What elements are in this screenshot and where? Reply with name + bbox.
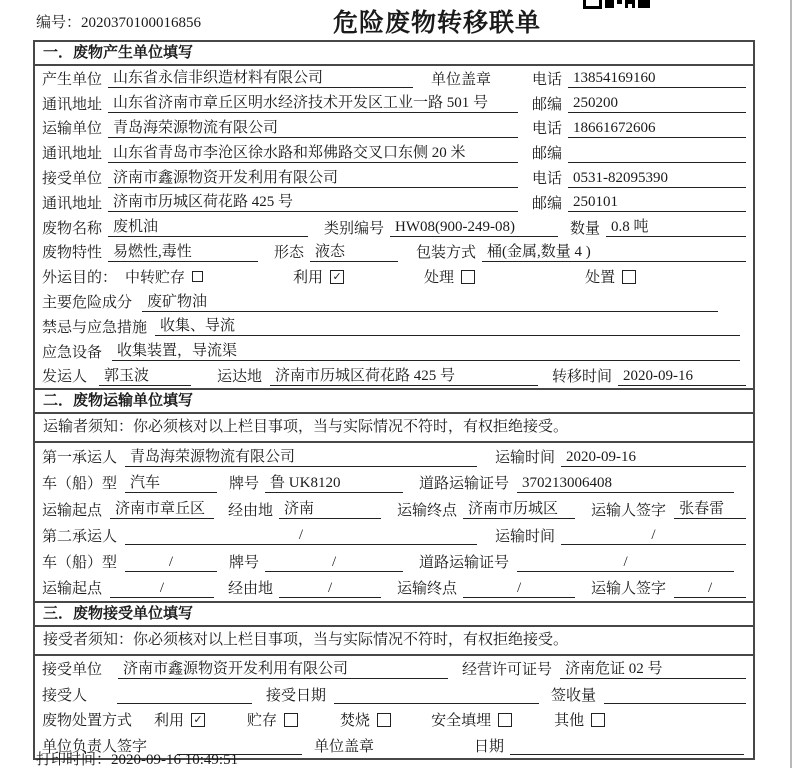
section-producer [35, 42, 753, 388]
waste-packing-label: 包装方式 [416, 245, 477, 262]
disposal-incinerate-checkbox [377, 713, 391, 727]
waste-form-label: 形态 [274, 245, 305, 262]
disposal-method-label: 废物处置方式 [42, 713, 133, 730]
transporter-address-row [35, 140, 753, 165]
accept-date-field [334, 684, 539, 704]
vehicle1-row [35, 470, 753, 496]
emergency-equipment-field: 收集装置，导流渠 [112, 341, 740, 361]
page-edge-line [790, 0, 792, 768]
emergency-measures-row [35, 314, 753, 339]
receiver-field: 济南市鑫源物资开发利用有限公司 [108, 168, 518, 188]
waste-name-row [35, 215, 753, 240]
date-label: 日期 [474, 738, 505, 755]
route1-row [35, 496, 753, 522]
producer-label: 产生单位 [42, 71, 103, 88]
disposal-landfill-checkbox [498, 713, 512, 727]
manifest-form [33, 40, 755, 760]
producer-field: 山东省永信非织造材料有限公司 [108, 68, 413, 88]
section1-header: 一．废物产生单位填写 [35, 42, 753, 66]
transporter-phone-label: 电话 [531, 121, 562, 138]
accept-person-label: 接受人 [42, 687, 88, 704]
producer-address-field: 山东省济南市章丘区明水经济技术开发区工业一路 501 号 [108, 93, 518, 113]
qr-block [605, 0, 614, 8]
accept-unit-row [35, 656, 753, 682]
via1-label: 经由地 [228, 502, 274, 519]
road-permit1-field: 370213006408 [517, 473, 734, 493]
emergency-measures-field: 收集、导流 [155, 316, 740, 336]
transporter-address-field: 山东省青岛市李沧区徐水路和郑佛路交叉口东侧 20 米 [108, 143, 518, 163]
receiver-row [35, 165, 753, 190]
road-permit2-field: / [517, 552, 734, 572]
transporter-label: 运输单位 [42, 121, 103, 138]
transfer-date-field: 2020-09-16 [618, 366, 746, 386]
waste-qty-field: 0.8 吨 [606, 217, 746, 237]
endpoint1-field: 济南市历城区 [463, 499, 575, 519]
print-time-value: 2020-09-16 10:49:51 [111, 752, 239, 768]
via2-field: / [279, 578, 381, 598]
disposal-other-label: 其他 [554, 713, 585, 730]
license-no-field: 济南危证 02 号 [560, 659, 746, 679]
transporter-phone-field: 18661672606 [568, 118, 746, 138]
transfer-date-label: 转移时间 [552, 369, 613, 386]
carrier1-label: 第一承运人 [42, 450, 118, 466]
print-time-label: 打印时间： [36, 752, 112, 768]
emergency-equipment-label: 应急设备 [42, 344, 103, 361]
qr-finder-corner [583, 0, 602, 9]
plate1-field: 鲁 UK8120 [265, 473, 403, 493]
receiver-phone-field: 0531-82095390 [568, 168, 746, 188]
transporter-row [35, 116, 753, 141]
print-time [36, 748, 238, 769]
hazard-component-label: 主要危险成分 [42, 295, 133, 312]
disposal-other-checkbox [591, 713, 605, 727]
transporter-zip-label: 邮编 [531, 146, 562, 163]
destination-label: 运达地 [217, 369, 263, 386]
date-field [510, 735, 744, 755]
disposal-store-checkbox [284, 713, 298, 727]
receiver-address-field: 济南市历城区荷花路 425 号 [108, 192, 518, 212]
purpose-transit-label: 中转贮存 [125, 270, 186, 287]
carrier1-field: 青岛海荣源物流有限公司 [125, 447, 477, 467]
carrier1-row [35, 443, 753, 469]
section2-header: 二．废物运输单位填写 [35, 388, 753, 414]
receiver-address-label: 通讯地址 [42, 195, 103, 212]
via1-field: 济南 [279, 499, 381, 519]
waste-qty-label: 数量 [570, 220, 601, 237]
disposal-store-label: 贮存 [247, 713, 278, 730]
producer-phone-field: 13854169160 [568, 68, 746, 88]
disposal-landfill-label: 安全填埋 [431, 713, 492, 730]
transporter-address-label: 通讯地址 [42, 146, 103, 163]
unit-seal-label: 单位盖章 [431, 71, 492, 88]
transport-time1-field: 2020-09-16 [561, 447, 746, 467]
waste-category-field: HW08(900-249-08) [390, 217, 558, 237]
transport-time2-field: / [561, 525, 746, 545]
vehicle-type2-label: 车（船）型 [42, 555, 118, 572]
waste-character-row [35, 240, 753, 265]
doc-number [36, 11, 201, 32]
transporter-field: 青岛海荣源物流有限公司 [108, 118, 518, 138]
transporter-zip-field [568, 143, 746, 163]
waste-name-label: 废物名称 [42, 220, 103, 237]
doc-number-value: 2020370100016856 [81, 15, 202, 31]
purpose-utilize-checkbox: ✓ [330, 270, 344, 284]
waste-character-label: 废物特性 [42, 245, 103, 262]
plate2-label: 牌号 [229, 555, 260, 572]
shipper-row [35, 364, 753, 389]
carrier2-field: / [125, 525, 477, 545]
qr-block [638, 0, 650, 8]
responsible-sign-label: 单位负责人签字 [42, 738, 148, 755]
transporter-note: 运输者须知：你必须核对以上栏目事项，当与实际情况不符时，有权拒绝接受。 [35, 414, 753, 443]
road-permit1-label: 道路运输证号 [419, 476, 510, 493]
origin2-label: 运输起点 [42, 581, 103, 598]
vehicle2-row [35, 549, 753, 575]
producer-address-row [35, 91, 753, 116]
vehicle-type2-field: / [125, 552, 217, 572]
accept-unit-label: 接受单位 [42, 662, 103, 679]
carrier-sign2-field: / [674, 578, 746, 598]
endpoint1-label: 运输终点 [397, 502, 458, 519]
page-title: 危险废物转移联单 [333, 10, 542, 37]
accept-unit-field: 济南市鑫源物资开发利用有限公司 [118, 659, 448, 679]
carrier-sign1-field: 张春雷 [674, 499, 746, 519]
waste-form-field: 液态 [310, 242, 398, 262]
carrier-sign2-label: 运输人签字 [591, 581, 667, 598]
receiver-note: 接受者须知：你必须核对以上栏目事项，当与实际情况不符时，有权拒绝接受。 [35, 627, 753, 656]
carrier-sign1-label: 运输人签字 [591, 502, 667, 519]
destination-field: 济南市历城区荷花路 425 号 [270, 366, 538, 386]
vehicle-type1-label: 车（船）型 [42, 476, 118, 493]
producer-zip-field: 250200 [568, 93, 746, 113]
waste-character-field: 易燃性,毒性 [108, 242, 258, 262]
producer-zip-label: 邮编 [531, 96, 562, 113]
purpose-treat-checkbox [461, 270, 475, 284]
accept-date-label: 接受日期 [266, 687, 327, 704]
transport-time2-label: 运输时间 [495, 528, 556, 545]
purpose-dispose-checkbox [622, 270, 636, 284]
vehicle-type1-field: 汽车 [125, 473, 217, 493]
waste-packing-field: 桶(金属,数量 4 ) [482, 242, 746, 262]
section-receiver [35, 601, 753, 758]
unit-seal2-label: 单位盖章 [314, 738, 375, 755]
purpose-transit-checkbox [192, 271, 203, 282]
shipper-field: 郭玉波 [99, 366, 191, 386]
accept-person-field [117, 684, 252, 704]
receiver-phone-label: 电话 [531, 171, 562, 188]
receiver-zip-label: 邮编 [531, 195, 562, 212]
carrier2-label: 第二承运人 [42, 528, 118, 545]
carrier2-row [35, 522, 753, 548]
doc-number-label: 编号： [36, 15, 82, 31]
purpose-dispose-label: 处置 [585, 270, 616, 287]
disposal-utilize-checkbox: ✓ [191, 713, 205, 727]
emergency-equipment-row [35, 339, 753, 364]
section3-header: 三．废物接受单位填写 [35, 601, 753, 627]
endpoint2-label: 运输终点 [397, 581, 458, 598]
waste-name-field: 废机油 [108, 217, 308, 237]
producer-phone-label: 电话 [531, 71, 562, 88]
accept-qty-field [604, 684, 746, 704]
route2-row [35, 575, 753, 601]
purpose-utilize-label: 利用 [293, 270, 324, 287]
transport-time1-label: 运输时间 [495, 450, 556, 466]
shipper-label: 发运人 [42, 369, 88, 386]
origin1-field: 济南市章丘区 [110, 499, 214, 519]
accept-qty-label: 签收量 [551, 687, 597, 704]
qr-block [628, 4, 632, 8]
producer-address-label: 通讯地址 [42, 96, 103, 113]
transport-purpose-row [35, 264, 753, 289]
disposal-incinerate-label: 焚烧 [340, 713, 371, 730]
origin2-field: / [110, 578, 214, 598]
license-no-label: 经营许可证号 [462, 662, 553, 679]
waste-category-label: 类别编号 [324, 220, 385, 237]
plate2-field: / [265, 552, 403, 572]
plate1-label: 牌号 [229, 476, 260, 493]
emergency-measures-label: 禁忌与应急措施 [42, 319, 148, 336]
road-permit2-label: 道路运输证号 [419, 555, 510, 572]
qr-block [617, 0, 622, 4]
disposal-method-row [35, 707, 753, 733]
disposal-utilize-label: 利用 [154, 713, 185, 730]
receiver-address-row [35, 190, 753, 215]
receiver-zip-field: 250101 [568, 192, 746, 212]
via2-label: 经由地 [228, 581, 274, 598]
hazard-component-field: 废矿物油 [142, 292, 718, 312]
endpoint2-field: / [463, 578, 575, 598]
origin1-label: 运输起点 [42, 502, 103, 519]
receiver-label: 接受单位 [42, 171, 103, 188]
hazard-component-row [35, 289, 753, 314]
producer-row [35, 66, 753, 91]
transport-purpose-label: 外运目的： [42, 270, 118, 287]
accept-person-row [35, 682, 753, 708]
section-transporter [35, 388, 753, 601]
purpose-treat-label: 处理 [424, 270, 455, 287]
